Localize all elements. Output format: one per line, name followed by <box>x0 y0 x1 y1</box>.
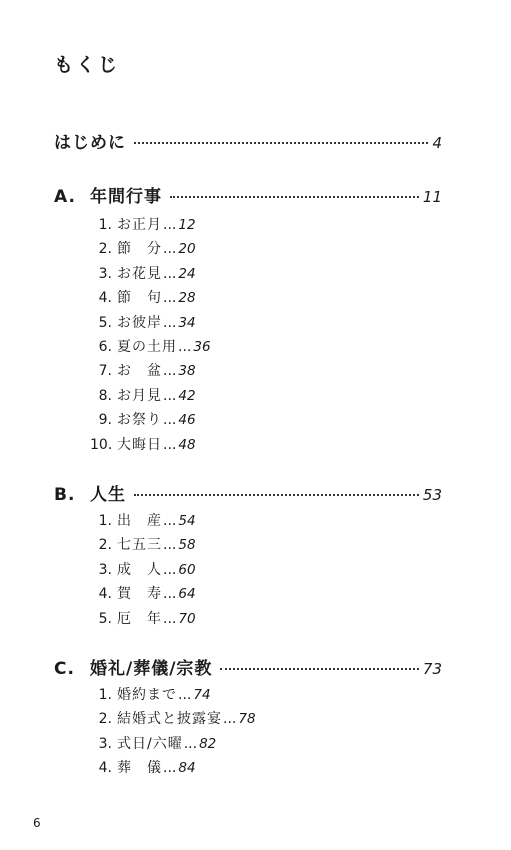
item-number: 3. <box>98 735 112 752</box>
item-ellipsis: ... <box>163 265 177 282</box>
item-title: 婚約まで <box>117 687 177 703</box>
item-page: 60 <box>178 561 196 578</box>
item-page: 24 <box>178 265 196 282</box>
item-page: 42 <box>178 387 196 404</box>
item-number: 6. <box>98 338 112 355</box>
toc-item[interactable] <box>90 757 256 781</box>
item-page: 54 <box>178 513 196 529</box>
item-number: 2. <box>98 537 112 554</box>
item-number: 9. <box>98 412 112 429</box>
page-title: もくじ <box>54 54 121 76</box>
item-title: 結婚式と披露宴 <box>117 711 222 728</box>
section-letter: C. <box>54 659 75 679</box>
toc-page-number: 73 <box>422 660 442 678</box>
item-title: 葬 儀 <box>117 760 162 777</box>
item-page: 48 <box>178 436 196 453</box>
item-ellipsis: ... <box>178 338 192 355</box>
toc-item[interactable] <box>90 684 256 708</box>
item-ellipsis: ... <box>183 735 198 752</box>
item-page: 36 <box>193 338 211 355</box>
item-page: 70 <box>178 610 196 627</box>
toc-item[interactable] <box>90 238 211 262</box>
toc-item[interactable] <box>90 385 211 409</box>
toc-section-b[interactable] <box>54 480 442 505</box>
section-title: 年間行事 <box>90 187 162 207</box>
item-title: お月見 <box>117 387 162 404</box>
toc-item[interactable] <box>90 263 211 287</box>
item-page: 12 <box>178 217 196 233</box>
item-ellipsis: ... <box>163 290 177 307</box>
item-ellipsis: ... <box>223 711 237 728</box>
toc-entry-intro[interactable] <box>54 128 442 153</box>
toc-page-number: 11 <box>422 188 442 206</box>
toc-page-number: 4 <box>432 134 442 152</box>
section-title: 人生 <box>90 485 126 505</box>
item-page: 28 <box>178 290 196 307</box>
toc-item[interactable] <box>90 434 211 458</box>
item-ellipsis: ... <box>163 610 177 627</box>
section-letter: A. <box>54 187 76 207</box>
item-number: 5. <box>98 610 112 627</box>
item-number: 4. <box>98 760 112 777</box>
toc-section-a[interactable] <box>54 182 442 207</box>
item-page: 46 <box>178 412 196 429</box>
item-title: お祭り <box>117 412 162 429</box>
dot-leader <box>134 142 428 144</box>
item-title: 節 句 <box>117 290 162 307</box>
section-a-items <box>90 214 211 458</box>
item-page: 82 <box>199 735 217 752</box>
item-ellipsis: ... <box>163 412 177 429</box>
item-number: 4. <box>98 290 112 307</box>
item-title: 大晦日 <box>117 436 162 453</box>
item-number: 5. <box>98 314 112 331</box>
item-title: 成 人 <box>117 561 162 578</box>
toc-item[interactable] <box>90 287 211 311</box>
item-number: 1. <box>98 513 112 529</box>
item-ellipsis: ... <box>163 217 177 233</box>
section-c-items <box>90 684 256 782</box>
item-number: 1. <box>98 687 112 703</box>
item-title: 出 産 <box>117 513 162 529</box>
item-title: お正月 <box>117 217 162 233</box>
item-number: 7. <box>98 363 112 380</box>
toc-item[interactable] <box>90 312 211 336</box>
item-ellipsis: ... <box>163 537 177 554</box>
item-number: 1. <box>98 217 112 233</box>
section-b-items <box>90 510 196 632</box>
item-number: 10. <box>90 436 113 453</box>
dot-leader <box>134 494 419 496</box>
item-title: 式日/六曜 <box>117 735 183 752</box>
item-title: お 盆 <box>117 363 162 380</box>
dot-leader <box>170 196 419 198</box>
item-title: 夏の土用 <box>117 338 177 355</box>
item-title: 賀 寿 <box>117 586 162 603</box>
toc-item[interactable] <box>90 583 196 607</box>
item-title: お花見 <box>117 265 162 282</box>
item-ellipsis: ... <box>163 387 177 404</box>
item-page: 78 <box>238 711 256 728</box>
toc-item[interactable] <box>90 559 196 583</box>
item-ellipsis: ... <box>163 760 177 777</box>
section-letter: B. <box>54 485 76 505</box>
section-title: 婚礼/葬儀/宗教 <box>90 659 213 679</box>
item-ellipsis: ... <box>163 513 177 529</box>
item-number: 8. <box>98 387 112 404</box>
item-ellipsis: ... <box>163 561 177 578</box>
toc-entry-label: はじめに <box>54 133 126 153</box>
item-page: 38 <box>178 363 196 380</box>
item-title: 節 分 <box>117 241 162 258</box>
item-title: 七五三 <box>117 537 162 554</box>
item-page: 64 <box>178 586 196 603</box>
item-number: 2. <box>98 241 112 258</box>
toc-item[interactable] <box>90 534 196 558</box>
toc-item[interactable] <box>90 510 196 534</box>
item-title: お彼岸 <box>117 314 162 331</box>
item-ellipsis: ... <box>178 687 192 703</box>
item-ellipsis: ... <box>163 241 177 258</box>
toc-item[interactable] <box>90 409 211 433</box>
item-page: 84 <box>178 760 196 777</box>
item-number: 3. <box>98 265 112 282</box>
item-title: 厄 年 <box>117 610 162 627</box>
item-page: 20 <box>178 241 196 258</box>
item-ellipsis: ... <box>163 363 177 380</box>
toc-section-c[interactable] <box>54 654 442 679</box>
item-number: 3. <box>98 561 112 578</box>
toc-item[interactable] <box>90 360 211 384</box>
page-number: 6 <box>33 816 41 830</box>
dot-leader <box>220 668 418 670</box>
toc-item[interactable] <box>90 608 196 632</box>
toc-item[interactable] <box>90 214 211 238</box>
item-ellipsis: ... <box>163 314 177 331</box>
toc-item[interactable] <box>90 336 211 360</box>
toc-page-number: 53 <box>422 486 442 504</box>
item-page: 74 <box>193 687 211 703</box>
toc-item[interactable] <box>90 708 256 732</box>
item-page: 34 <box>178 314 196 331</box>
toc-item[interactable] <box>90 733 256 757</box>
item-ellipsis: ... <box>163 586 177 603</box>
item-number: 2. <box>98 711 112 728</box>
item-number: 4. <box>98 586 112 603</box>
item-ellipsis: ... <box>163 436 177 453</box>
item-page: 58 <box>178 537 196 554</box>
